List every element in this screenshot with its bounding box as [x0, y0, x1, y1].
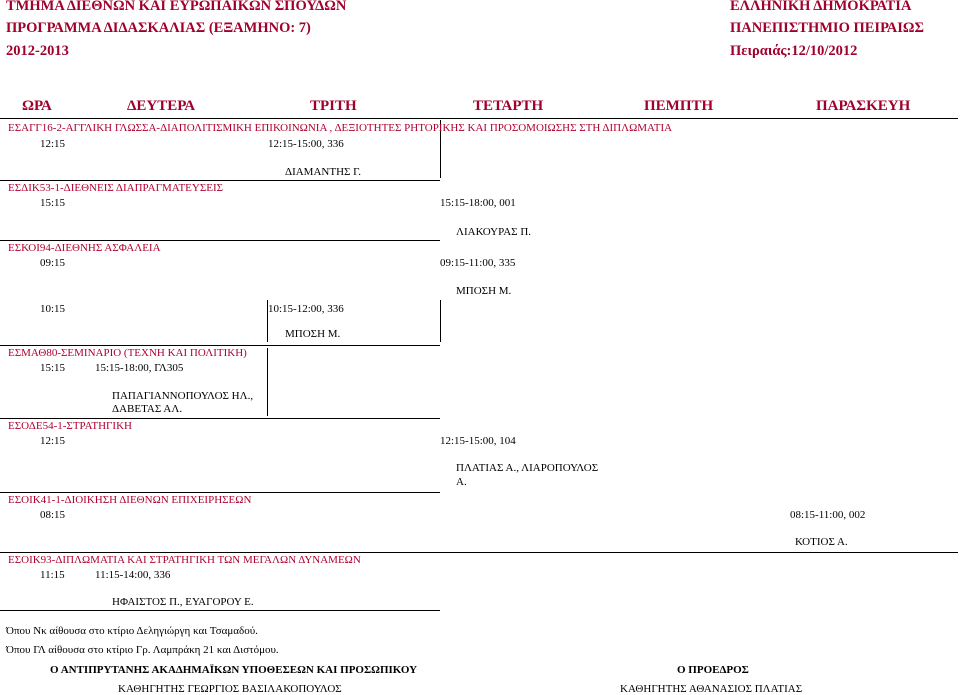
course-title: ΕΣΟΔΕ54-1-ΣΤΡΑΤΗΓΙΚΗ	[8, 420, 132, 432]
academic-year: 2012-2013	[6, 43, 69, 59]
course-teacher: ΔΙΑΜΑΝΤΗΣ Γ.	[285, 166, 361, 178]
course-slot: 09:15-11:00, 335	[440, 257, 516, 269]
course-slot: 11:15-14:00, 336	[95, 569, 171, 581]
course-time: 11:15	[40, 569, 65, 581]
program-title: ΠΡΟΓΡΑΜΜΑ ΔΙΔΑΣΚΑΛΙΑΣ (ΕΞΑΜΗΝΟ: 7)	[6, 20, 311, 36]
course-slot: 12:15-15:00, 336	[268, 138, 344, 150]
course-slot: 15:15-18:00, 001	[440, 197, 516, 209]
column-header-tuesday: ΤΡΙΤΗ	[310, 98, 357, 114]
department-title: ΤΜΗΜΑ ΔΙΕΘΝΩΝ ΚΑΙ ΕΥΡΩΠΑΙΚΩΝ ΣΠΟΥΔΩΝ	[6, 0, 347, 14]
row-rule	[0, 552, 958, 553]
column-rule	[267, 348, 268, 416]
row-rule	[0, 418, 440, 419]
course-time: 15:15	[40, 197, 66, 209]
footnote: Όπου ΓΛ αίθουσα στο κτίριο Γρ. Λαμπράκη 21 και Διστόμου.	[6, 644, 279, 656]
course-slot: 15:15-18:00, ΓΛ305	[95, 362, 184, 374]
course-teacher: ΜΠΟΣΗ Μ.	[285, 328, 341, 340]
course-teacher: Α.	[456, 476, 467, 488]
course-slot: 12:15-15:00, 104	[440, 435, 516, 447]
course-teacher: ΗΦΑΙΣΤΟΣ Π., ΕΥΑΓΟΡΟΥ Ε.	[112, 596, 254, 608]
column-header-hour: ΩΡΑ	[22, 98, 52, 114]
column-header-friday: ΠΑΡΑΣΚΕΥΗ	[816, 98, 911, 114]
course-time: 08:15	[40, 509, 66, 521]
course-teacher: ΔΑΒΕΤΑΣ ΑΛ.	[112, 403, 183, 415]
course-teacher: ΛΙΑΚΟΥΡΑΣ Π.	[456, 226, 532, 238]
signature-right-title: Ο ΠΡΟΕΔΡΟΣ	[677, 664, 749, 676]
course-teacher: ΠΑΠΑΓΙΑΝΝΟΠΟΥΛΟΣ ΗΛ.,	[112, 390, 254, 402]
course-title: ΕΣΟΙΚ41-1-ΔΙΟΙΚΗΣΗ ΔΙΕΘΝΩΝ ΕΠΙΧΕΙΡΗΣΕΩΝ	[8, 494, 252, 506]
course-time: 12:15	[40, 435, 66, 447]
course-title: ΕΣΜΑΘ80-ΣΕΜΙΝΑΡΙΟ (ΤΕΧΝΗ ΚΑΙ ΠΟΛΙΤΙΚΗ)	[8, 347, 247, 359]
issue-date: Πειραιάς:12/10/2012	[730, 43, 858, 59]
signature-right-name: ΚΑΘΗΓΗΤΗΣ ΑΘΑΝΑΣΙΟΣ ΠΛΑΤΙΑΣ	[620, 683, 803, 695]
course-time: 10:15	[40, 303, 66, 315]
header-rule	[0, 118, 958, 119]
column-rule	[440, 300, 441, 342]
signature-left-name: ΚΑΘΗΓΗΤΗΣ ΓΕΩΡΓΙΟΣ ΒΑΣΙΛΑΚΟΠΟΥΛΟΣ	[118, 683, 342, 695]
table-bottom-rule	[0, 610, 440, 611]
course-title: ΕΣΟΙΚ93-ΔΙΠΛΩΜΑΤΙΑ ΚΑΙ ΣΤΡΑΤΗΓΙΚΗ ΤΩΝ ΜΕΓΑΛΩΝ ΔΥΝΑΜΕΩΝ	[8, 554, 361, 566]
row-rule	[0, 345, 440, 346]
footnote: Όπου Νκ αίθουσα στο κτίριο Δεληγιώργη και Τσαμαδού.	[6, 625, 258, 637]
course-title: ΕΣΔΙΚ53-1-ΔΙΕΘΝΕΙΣ ΔΙΑΠΡΑΓΜΑΤΕΥΣΕΙΣ	[8, 182, 224, 194]
course-title: ΕΣΑΓΓ16-2-ΑΓΓΛΙΚΗ ΓΛΩΣΣΑ-ΔΙΑΠΟΛΙΤΙΣΜΙΚΗ ΕΠΙΚΟΙΝΩΝΙΑ , ΔΕΞΙΟΤΗΤΕΣ ΡΗΤΟΡΙΚΗΣ ΚΑΙ ΠΡΟΣΟΜΟΙΩΣΗΣ ΣΤΗ ΔΙΠΛΩΜΑΤΙΑ	[8, 122, 673, 134]
course-time: 15:15	[40, 362, 66, 374]
column-header-wednesday: ΤΕΤΑΡΤΗ	[473, 98, 544, 114]
course-teacher: ΚΟΤΙΟΣ Α.	[795, 536, 848, 548]
republic-title: ΕΛΛΗΝΙΚΗ ΔΗΜΟΚΡΑΤΙΑ	[730, 0, 912, 14]
signature-left-title: Ο ΑΝΤΙΠΡΥΤΑΝΗΣ ΑΚΑΔΗΜΑΪΚΩΝ ΥΠΟΘΕΣΕΩΝ ΚΑΙ ΠΡΟΣΩΠΙΚΟΥ	[50, 664, 418, 676]
course-time: 12:15	[40, 138, 66, 150]
row-rule	[0, 240, 440, 241]
row-rule	[0, 492, 440, 493]
column-header-thursday: ΠΕΜΠΤΗ	[644, 98, 714, 114]
course-slot: 08:15-11:00, 002	[790, 509, 866, 521]
column-header-monday: ΔΕΥΤΕΡΑ	[127, 98, 196, 114]
course-title: ΕΣΚΟΙ94-ΔΙΕΘΝΗΣ ΑΣΦΑΛΕΙΑ	[8, 242, 161, 254]
university-title: ΠΑΝΕΠΙΣΤΗΜΙΟ ΠΕΙΡΑΙΩΣ	[730, 20, 925, 36]
course-teacher: ΜΠΟΣΗ Μ.	[456, 285, 512, 297]
row-rule	[0, 180, 440, 181]
course-time: 09:15	[40, 257, 66, 269]
course-slot: 10:15-12:00, 336	[268, 303, 344, 315]
course-teacher: ΠΛΑΤΙΑΣ Α., ΛΙΑΡΟΠΟΥΛΟΣ	[456, 462, 599, 474]
